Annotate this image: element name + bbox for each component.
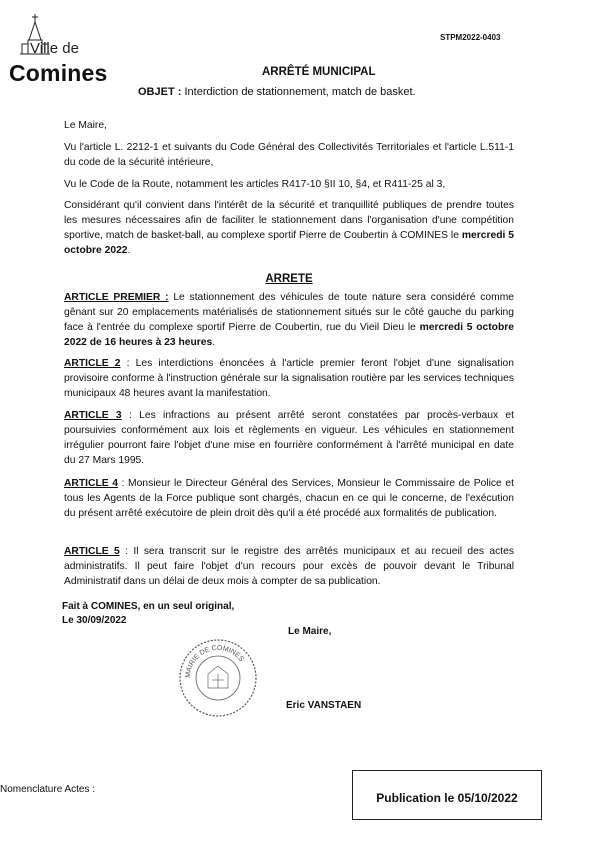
objet-label: OBJET : [138,86,182,98]
considerant-end: . [127,245,131,256]
article-text: : Monsieur le Directeur Général des Services, Monsieur le Commissaire de Police et tous les Agents de la Force publique sont chargés, chacun en ce qui le concerne, de l'exécution du présent arrêté exécutoire de plein droit dès qu'il a été procédé aux formalités de publication. [64,478,514,519]
article-label: ARTICLE PREMIER : [64,292,169,303]
intro-text: Le Maire, [64,120,107,131]
signatory-name: Eric VANSTAEN [286,700,362,711]
seal-text: MAIRIE DE COMINES [184,644,245,679]
considerant-text: Considérant qu'il convient dans l'intérêt de la sécurité et tranquillité publiques de prendre toutes les mesures nécessaires afin de faciliter le stationnement dans l'organisation d'une compétition sportive, match de basket-ball, au complexe sportif Pierre de Coubertin à COMINES le [64,200,514,241]
article-text: Le stationnement des véhicules de toute nature sera considéré comme gênant sur 20 emplacements matérialisés de stationnement situés sur le côté gauche du parking face à l'entrée du complexe sportif Pierre de Coubertin, rue du Vieil Dieu le [64,292,514,333]
vu-paragraph-2: Vu le Code de la Route, notamment les articles R417-10 §II 10, §4, et R411-25 al 3, [64,179,446,190]
svg-text:MAIRIE DE COMINES [185,645,245,678]
article-label: ARTICLE 4 [64,478,118,489]
article-3 [64,408,514,468]
article-1 [64,290,514,350]
publication-date: Publication le 05/10/2022 [376,791,518,805]
article-text-end: . [212,337,216,348]
article-text: : Les infractions au présent arrêté seront constatées par procès-verbaux et poursuivies conformément aux lois et règlements en vigueur. Les véhicules en stationnement irrégulier pourront faire l'objet d'une mise en fourrière conformément à l'arrêté municipal en date du 27 Mars 1995. [64,410,514,466]
article-4 [64,476,514,521]
fait-a-text: Fait à COMINES, en un seul original, [62,601,235,612]
fait-block [62,600,234,628]
vu-paragraph-1: Vu l'article L. 2212-1 et suivants du Code Général des Collectivités Territoriales et l'article L.511-1 du code de la sécurité intérieure, [64,142,514,168]
publication-box [352,770,542,820]
considerant-paragraph [64,198,514,258]
document-reference: STPM2022-0403 [440,33,501,42]
article-bold: mercredi 5 octobre 2022 de 16 heures à 23 heures [64,322,514,348]
article-label: ARTICLE 3 [64,410,122,421]
considerant-date: mercredi 5 octobre 2022 [64,230,514,256]
mairie-seal-stamp-icon [176,636,260,720]
article-text: : Les interdictions énoncées à l'article premier feront l'objet d'une signalisation provisoire conforme à l'instruction générale sur la signalisation routière par les services techniques municipaux 48 heures avant la manifestation. [64,358,514,399]
maire-signature-label: Le Maire, [288,626,332,637]
logo-town-name: Comines [9,60,108,86]
arrete-heading: ARRETE [265,273,313,285]
document-title: ARRÊTÉ MUNICIPAL [262,66,376,78]
article-label: ARTICLE 2 [64,358,121,369]
objet-line [138,86,416,98]
article-5 [64,544,514,589]
nomenclature-label: Nomenclature Actes : [0,784,96,795]
logo-ville-text: Ville de [30,40,79,57]
date-signed: Le 30/09/2022 [62,615,127,626]
objet-text: Interdiction de stationnement, match de basket. [184,86,416,98]
article-text: : Il sera transcrit sur le registre des arrêtés municipaux et au recueil des actes administratifs. Il peut faire l'objet d'un recours pour excès de pouvoir devant le Tribunal Administratif dans un délai de deux mois à compter de sa publication. [64,546,514,587]
article-label: ARTICLE 5 [64,546,120,557]
article-2 [64,356,514,401]
